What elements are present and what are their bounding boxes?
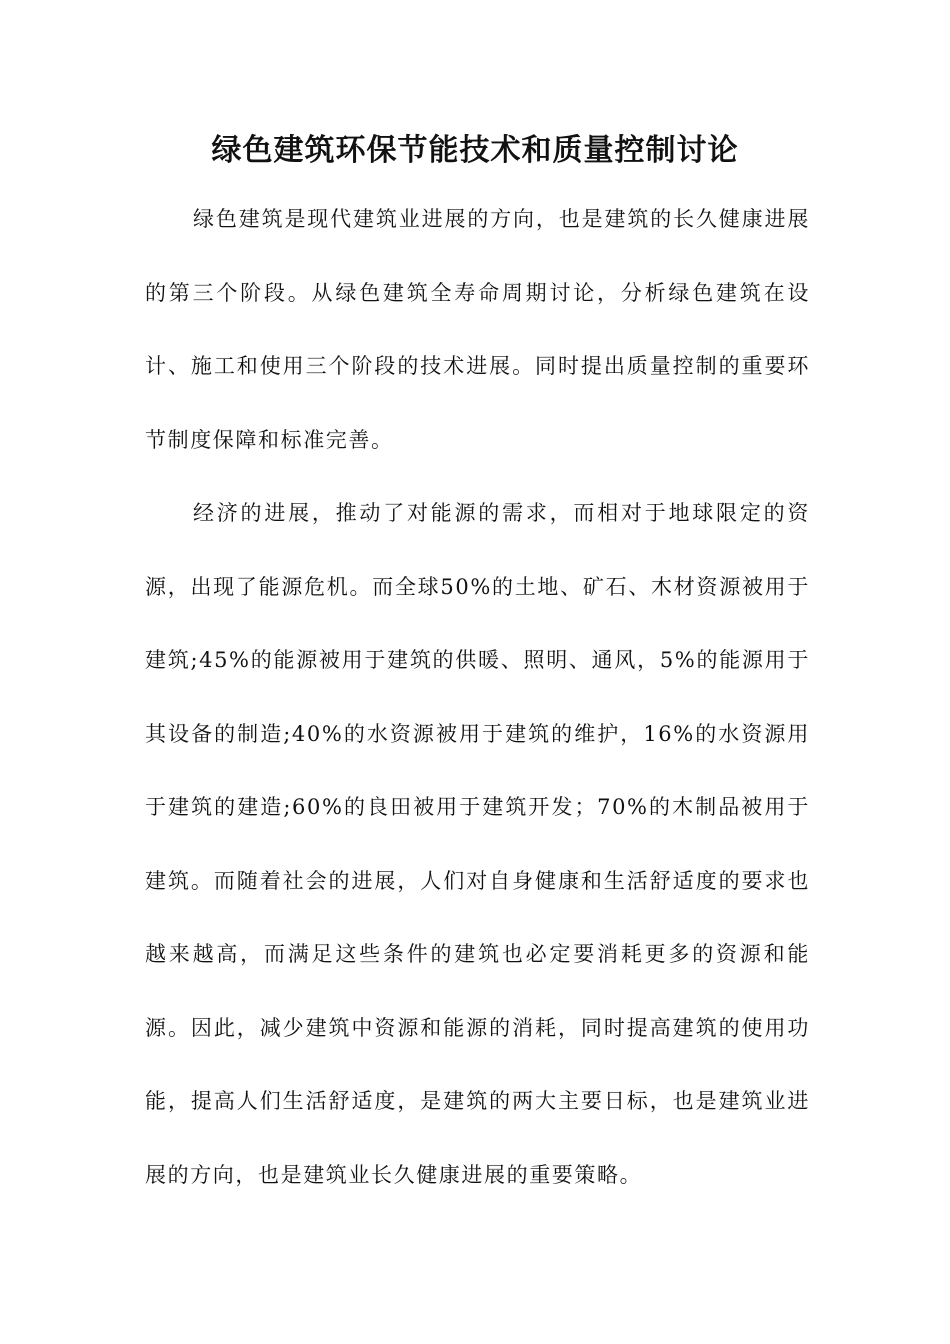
document-title: 绿色建筑环保节能技术和质量控制讨论 xyxy=(211,133,739,168)
paragraph-energy-demand: 经济的进展，推动了对能源的需求，而相对于地球限定的资源，出现了能源危机。而全球50%的土地、矿石、木材资源被用于建筑;45%的能源被用于建筑的供暖、照明、通风，5%的能源用于其设备的制造;40%的水资源被用于建筑的维护，16%的水资源用于建筑的建造;60%的良田被用于建筑开发；70%的木制品被用于建筑。而随着社会的进展，人们对自身健康和生活舒适度的要求也越来越高，而满足这些条件的建筑也必定要消耗更多的资源和能源。因此，减少建筑中资源和能源的消耗，同时提高建筑的使用功能，提高人们生活舒适度，是建筑的两大主要日标，也是建筑业进展的方向，也是建筑业长久健康进展的重要策略。 xyxy=(145,501,810,1187)
paragraph-intro: 绿色建筑是现代建筑业进展的方向，也是建筑的长久健康进展的第三个阶段。从绿色建筑全寿命周期讨论，分析绿色建筑在设计、施工和使用三个阶段的技术进展。同时提出质量控制的重要环节制度保障和标准完善。 xyxy=(145,207,810,452)
